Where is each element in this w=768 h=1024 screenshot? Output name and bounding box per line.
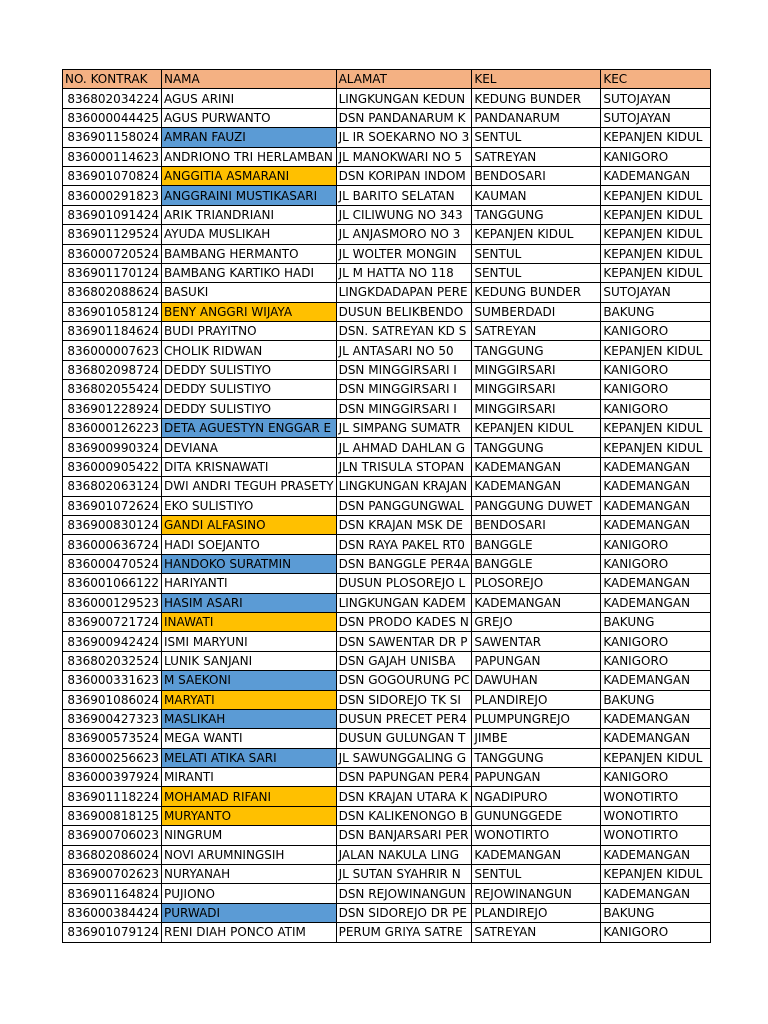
address-cell: DUSUN PRECET PER4 bbox=[336, 709, 472, 728]
kecamatan-cell: WONOTIRTO bbox=[601, 826, 711, 845]
name-cell: EKO SULISTIYO bbox=[162, 496, 337, 515]
kelurahan-cell: NGADIPURO bbox=[472, 787, 601, 806]
contract-number-cell: 836900818125 bbox=[63, 806, 162, 825]
kelurahan-cell: TANGGUNG bbox=[472, 438, 601, 457]
address-cell: DSN SAWENTAR DR P bbox=[336, 632, 472, 651]
contract-number-cell: 836900427323 bbox=[63, 709, 162, 728]
name-cell: DETA AGUESTYN ENGGAR E bbox=[162, 419, 337, 438]
kelurahan-cell: TANGGUNG bbox=[472, 748, 601, 767]
contract-number-cell: 836900830124 bbox=[63, 515, 162, 534]
kecamatan-cell: KEPANJEN KIDUL bbox=[601, 263, 711, 282]
kelurahan-cell: PAPUNGAN bbox=[472, 651, 601, 670]
name-cell: BUDI PRAYITNO bbox=[162, 322, 337, 341]
name-cell: BASUKI bbox=[162, 283, 337, 302]
kelurahan-cell: SENTUL bbox=[472, 244, 601, 263]
contract-number-cell: 836000256623 bbox=[63, 748, 162, 767]
kecamatan-cell: KEPANJEN KIDUL bbox=[601, 865, 711, 884]
table-row bbox=[63, 865, 711, 884]
address-cell: DSN GOGOURUNG PC bbox=[336, 671, 472, 690]
name-cell: AYUDA MUSLIKAH bbox=[162, 225, 337, 244]
name-cell: MIRANTI bbox=[162, 768, 337, 787]
table-row bbox=[63, 244, 711, 263]
column-header-nama: NAMA bbox=[162, 70, 337, 89]
contract-number-cell: 836901086024 bbox=[63, 690, 162, 709]
kelurahan-cell: BANGGLE bbox=[472, 554, 601, 573]
contract-number-cell: 836900702623 bbox=[63, 865, 162, 884]
address-cell: DSN REJOWINANGUN bbox=[336, 884, 472, 903]
contract-number-cell: 836901118224 bbox=[63, 787, 162, 806]
address-cell: JL AHMAD DAHLAN G bbox=[336, 438, 472, 457]
table-row bbox=[63, 768, 711, 787]
name-cell: PURWADI bbox=[162, 903, 337, 922]
kecamatan-cell: KEPANJEN KIDUL bbox=[601, 244, 711, 263]
address-cell: LINGKUNGAN KEDUN bbox=[336, 89, 472, 108]
kelurahan-cell: PLUMPUNGREJO bbox=[472, 709, 601, 728]
kecamatan-cell: KADEMANGAN bbox=[601, 515, 711, 534]
contract-number-cell: 836000044425 bbox=[63, 108, 162, 127]
table-row bbox=[63, 554, 711, 573]
name-cell: DEDDY SULISTIYO bbox=[162, 360, 337, 379]
address-cell: JL MANOKWARI NO 5 bbox=[336, 147, 472, 166]
contract-number-cell: 836000129523 bbox=[63, 593, 162, 612]
kecamatan-cell: KADEMANGAN bbox=[601, 709, 711, 728]
table-row bbox=[63, 128, 711, 147]
kecamatan-cell: KADEMANGAN bbox=[601, 166, 711, 185]
table-row bbox=[63, 787, 711, 806]
table-row bbox=[63, 438, 711, 457]
contract-number-cell: 836000291823 bbox=[63, 186, 162, 205]
name-cell: HANDOKO SURATMIN bbox=[162, 554, 337, 573]
contract-number-cell: 836802086024 bbox=[63, 845, 162, 864]
name-cell: ARIK TRIANDRIANI bbox=[162, 205, 337, 224]
name-cell: MURYANTO bbox=[162, 806, 337, 825]
name-cell: MELATI ATIKA SARI bbox=[162, 748, 337, 767]
kecamatan-cell: KEPANJEN KIDUL bbox=[601, 225, 711, 244]
contract-number-cell: 836000636724 bbox=[63, 535, 162, 554]
address-cell: DUSUN GULUNGAN T bbox=[336, 729, 472, 748]
name-cell: MOHAMAD RIFANI bbox=[162, 787, 337, 806]
contract-table bbox=[62, 69, 711, 943]
kelurahan-cell: KEDUNG BUNDER bbox=[472, 89, 601, 108]
contract-number-cell: 836901184624 bbox=[63, 322, 162, 341]
name-cell: INAWATI bbox=[162, 612, 337, 631]
contract-number-cell: 836901158024 bbox=[63, 128, 162, 147]
table-row bbox=[63, 108, 711, 127]
address-cell: JL SUTAN SYAHRIR N bbox=[336, 865, 472, 884]
kecamatan-cell: KADEMANGAN bbox=[601, 671, 711, 690]
address-cell: JL WOLTER MONGIN bbox=[336, 244, 472, 263]
table-row bbox=[63, 651, 711, 670]
table-row bbox=[63, 515, 711, 534]
table-row bbox=[63, 690, 711, 709]
name-cell: NINGRUM bbox=[162, 826, 337, 845]
name-cell: PUJIONO bbox=[162, 884, 337, 903]
kecamatan-cell: KANIGORO bbox=[601, 399, 711, 418]
contract-number-cell: 836802032524 bbox=[63, 651, 162, 670]
address-cell: DSN GAJAH UNISBA bbox=[336, 651, 472, 670]
table-row bbox=[63, 612, 711, 631]
address-cell: DSN KRAJAN MSK DE bbox=[336, 515, 472, 534]
kelurahan-cell: BENDOSARI bbox=[472, 515, 601, 534]
name-cell: DEVIANA bbox=[162, 438, 337, 457]
address-cell: JL ANJASMORO NO 3 bbox=[336, 225, 472, 244]
name-cell: HARIYANTI bbox=[162, 574, 337, 593]
kelurahan-cell: PLANDIREJO bbox=[472, 690, 601, 709]
name-cell: RENI DIAH PONCO ATIM bbox=[162, 923, 337, 942]
kelurahan-cell: SAWENTAR bbox=[472, 632, 601, 651]
kecamatan-cell: KANIGORO bbox=[601, 380, 711, 399]
name-cell: LUNIK SANJANI bbox=[162, 651, 337, 670]
kelurahan-cell: PLANDIREJO bbox=[472, 903, 601, 922]
kecamatan-cell: KEPANJEN KIDUL bbox=[601, 205, 711, 224]
kelurahan-cell: KADEMANGAN bbox=[472, 593, 601, 612]
kecamatan-cell: KANIGORO bbox=[601, 923, 711, 942]
kecamatan-cell: BAKUNG bbox=[601, 903, 711, 922]
kelurahan-cell: PAPUNGAN bbox=[472, 768, 601, 787]
address-cell: DSN SIDOREJO TK SI bbox=[336, 690, 472, 709]
name-cell: AGUS ARINI bbox=[162, 89, 337, 108]
address-cell: DSN PAPUNGAN PER4 bbox=[336, 768, 472, 787]
contract-number-cell: 836802063124 bbox=[63, 477, 162, 496]
kelurahan-cell: MINGGIRSARI bbox=[472, 360, 601, 379]
contract-number-cell: 836900721724 bbox=[63, 612, 162, 631]
name-cell: MARYATI bbox=[162, 690, 337, 709]
contract-number-cell: 836901170124 bbox=[63, 263, 162, 282]
table-row bbox=[63, 903, 711, 922]
table-row bbox=[63, 845, 711, 864]
address-cell: DSN MINGGIRSARI I bbox=[336, 380, 472, 399]
kelurahan-cell: KADEMANGAN bbox=[472, 845, 601, 864]
name-cell: AMRAN FAUZI bbox=[162, 128, 337, 147]
contract-number-cell: 836000397924 bbox=[63, 768, 162, 787]
kelurahan-cell: GREJO bbox=[472, 612, 601, 631]
contract-number-cell: 836000114623 bbox=[63, 147, 162, 166]
table-row bbox=[63, 535, 711, 554]
table-row bbox=[63, 89, 711, 108]
name-cell: HASIM ASARI bbox=[162, 593, 337, 612]
kelurahan-cell: KAUMAN bbox=[472, 186, 601, 205]
contract-number-cell: 836000007623 bbox=[63, 341, 162, 360]
kecamatan-cell: SUTOJAYAN bbox=[601, 108, 711, 127]
kecamatan-cell: WONOTIRTO bbox=[601, 787, 711, 806]
column-header-kec: KEC bbox=[601, 70, 711, 89]
contract-number-cell: 836900706023 bbox=[63, 826, 162, 845]
table-row bbox=[63, 322, 711, 341]
contract-number-cell: 836802034224 bbox=[63, 89, 162, 108]
name-cell: DITA KRISNAWATI bbox=[162, 457, 337, 476]
kelurahan-cell: SENTUL bbox=[472, 263, 601, 282]
contract-number-cell: 836802098724 bbox=[63, 360, 162, 379]
kelurahan-cell: REJOWINANGUN bbox=[472, 884, 601, 903]
kecamatan-cell: KADEMANGAN bbox=[601, 593, 711, 612]
contract-number-cell: 836000470524 bbox=[63, 554, 162, 573]
name-cell: DEDDY SULISTIYO bbox=[162, 380, 337, 399]
address-cell: DSN BANJARSARI PER bbox=[336, 826, 472, 845]
kecamatan-cell: KEPANJEN KIDUL bbox=[601, 748, 711, 767]
kecamatan-cell: KANIGORO bbox=[601, 535, 711, 554]
kelurahan-cell: WONOTIRTO bbox=[472, 826, 601, 845]
table-row bbox=[63, 729, 711, 748]
kelurahan-cell: BANGGLE bbox=[472, 535, 601, 554]
kecamatan-cell: KEPANJEN KIDUL bbox=[601, 419, 711, 438]
kelurahan-cell: SUMBERDADI bbox=[472, 302, 601, 321]
kecamatan-cell: KANIGORO bbox=[601, 147, 711, 166]
table-row bbox=[63, 263, 711, 282]
kecamatan-cell: KEPANJEN KIDUL bbox=[601, 186, 711, 205]
address-cell: DSN SIDOREJO DR PE bbox=[336, 903, 472, 922]
kelurahan-cell: KEPANJEN KIDUL bbox=[472, 225, 601, 244]
kecamatan-cell: KADEMANGAN bbox=[601, 845, 711, 864]
kelurahan-cell: MINGGIRSARI bbox=[472, 399, 601, 418]
table-row bbox=[63, 166, 711, 185]
contract-number-cell: 836000331623 bbox=[63, 671, 162, 690]
contract-number-cell: 836802055424 bbox=[63, 380, 162, 399]
table-row bbox=[63, 419, 711, 438]
table-row bbox=[63, 302, 711, 321]
name-cell: MASLIKAH bbox=[162, 709, 337, 728]
kelurahan-cell: SATREYAN bbox=[472, 147, 601, 166]
kelurahan-cell: KADEMANGAN bbox=[472, 477, 601, 496]
kecamatan-cell: KEPANJEN KIDUL bbox=[601, 128, 711, 147]
name-cell: ISMI MARYUNI bbox=[162, 632, 337, 651]
contract-number-cell: 836901072624 bbox=[63, 496, 162, 515]
table-row bbox=[63, 709, 711, 728]
contract-number-cell: 836901228924 bbox=[63, 399, 162, 418]
column-header-kel: KEL bbox=[472, 70, 601, 89]
table-row bbox=[63, 147, 711, 166]
address-cell: DSN MINGGIRSARI I bbox=[336, 360, 472, 379]
address-cell: DSN BANGGLE PER4A bbox=[336, 554, 472, 573]
table-row bbox=[63, 671, 711, 690]
contract-number-cell: 836000905422 bbox=[63, 457, 162, 476]
contract-number-cell: 836802088624 bbox=[63, 283, 162, 302]
address-cell: JL IR SOEKARNO NO 3 bbox=[336, 128, 472, 147]
address-cell: JL SIMPANG SUMATR bbox=[336, 419, 472, 438]
contract-number-cell: 836000384424 bbox=[63, 903, 162, 922]
table-row bbox=[63, 341, 711, 360]
contract-number-cell: 836000720524 bbox=[63, 244, 162, 263]
kelurahan-cell: TANGGUNG bbox=[472, 341, 601, 360]
address-cell: LINGKUNGAN KADEM bbox=[336, 593, 472, 612]
table-row bbox=[63, 923, 711, 942]
name-cell: ANDRIONO TRI HERLAMBAN bbox=[162, 147, 337, 166]
name-cell: ANGGRAINI MUSTIKASARI bbox=[162, 186, 337, 205]
table-row bbox=[63, 496, 711, 515]
table-row bbox=[63, 205, 711, 224]
address-cell: DSN KRAJAN UTARA K bbox=[336, 787, 472, 806]
header-row bbox=[63, 70, 711, 89]
contract-number-cell: 836900942424 bbox=[63, 632, 162, 651]
kelurahan-cell: BENDOSARI bbox=[472, 166, 601, 185]
name-cell: NURYANAH bbox=[162, 865, 337, 884]
address-cell: JL CILIWUNG NO 343 bbox=[336, 205, 472, 224]
table-row bbox=[63, 186, 711, 205]
kecamatan-cell: KANIGORO bbox=[601, 554, 711, 573]
kelurahan-cell: SATREYAN bbox=[472, 923, 601, 942]
table-row bbox=[63, 399, 711, 418]
address-cell: DSN PANGGUNGWAL bbox=[336, 496, 472, 515]
address-cell: LINGKUNGAN KRAJAN bbox=[336, 477, 472, 496]
column-header-alamat: ALAMAT bbox=[336, 70, 472, 89]
kecamatan-cell: WONOTIRTO bbox=[601, 806, 711, 825]
kecamatan-cell: BAKUNG bbox=[601, 302, 711, 321]
name-cell: MEGA WANTI bbox=[162, 729, 337, 748]
contract-number-cell: 836901070824 bbox=[63, 166, 162, 185]
kecamatan-cell: SUTOJAYAN bbox=[601, 283, 711, 302]
contract-number-cell: 836901079124 bbox=[63, 923, 162, 942]
contract-number-cell: 836001066122 bbox=[63, 574, 162, 593]
table-row bbox=[63, 283, 711, 302]
table-row bbox=[63, 380, 711, 399]
kecamatan-cell: KADEMANGAN bbox=[601, 477, 711, 496]
address-cell: DSN PRODO KADES N bbox=[336, 612, 472, 631]
kecamatan-cell: BAKUNG bbox=[601, 612, 711, 631]
contract-number-cell: 836000126223 bbox=[63, 419, 162, 438]
kecamatan-cell: KANIGORO bbox=[601, 651, 711, 670]
kecamatan-cell: KADEMANGAN bbox=[601, 457, 711, 476]
kecamatan-cell: KANIGORO bbox=[601, 322, 711, 341]
name-cell: HADI SOEJANTO bbox=[162, 535, 337, 554]
kelurahan-cell: SENTUL bbox=[472, 865, 601, 884]
table-row bbox=[63, 574, 711, 593]
address-cell: DSN KORIPAN INDOM bbox=[336, 166, 472, 185]
kecamatan-cell: KANIGORO bbox=[601, 360, 711, 379]
name-cell: NOVI ARUMNINGSIH bbox=[162, 845, 337, 864]
table-header bbox=[63, 70, 711, 89]
name-cell: M SAEKONI bbox=[162, 671, 337, 690]
table-row bbox=[63, 748, 711, 767]
contract-number-cell: 836901058124 bbox=[63, 302, 162, 321]
column-header-no-kontrak: NO. KONTRAK bbox=[63, 70, 162, 89]
table-row bbox=[63, 225, 711, 244]
kecamatan-cell: KEPANJEN KIDUL bbox=[601, 341, 711, 360]
address-cell: PERUM GRIYA SATRE bbox=[336, 923, 472, 942]
contract-number-cell: 836901129524 bbox=[63, 225, 162, 244]
kecamatan-cell: KADEMANGAN bbox=[601, 884, 711, 903]
contract-number-cell: 836901164824 bbox=[63, 884, 162, 903]
kecamatan-cell: KADEMANGAN bbox=[601, 574, 711, 593]
address-cell: DUSUN PLOSOREJO L bbox=[336, 574, 472, 593]
kecamatan-cell: KADEMANGAN bbox=[601, 496, 711, 515]
address-cell: DSN KALIKENONGO B bbox=[336, 806, 472, 825]
address-cell: LINGKDADAPAN PERE bbox=[336, 283, 472, 302]
name-cell: BAMBANG KARTIKO HADI bbox=[162, 263, 337, 282]
table-row bbox=[63, 826, 711, 845]
kecamatan-cell: SUTOJAYAN bbox=[601, 89, 711, 108]
kelurahan-cell: TANGGUNG bbox=[472, 205, 601, 224]
table-row bbox=[63, 806, 711, 825]
kelurahan-cell: SENTUL bbox=[472, 128, 601, 147]
kelurahan-cell: SATREYAN bbox=[472, 322, 601, 341]
kelurahan-cell: PANGGUNG DUWET bbox=[472, 496, 601, 515]
kecamatan-cell: KEPANJEN KIDUL bbox=[601, 438, 711, 457]
name-cell: DEDDY SULISTIYO bbox=[162, 399, 337, 418]
kelurahan-cell: JIMBE bbox=[472, 729, 601, 748]
kelurahan-cell: MINGGIRSARI bbox=[472, 380, 601, 399]
address-cell: JLN TRISULA STOPAN bbox=[336, 457, 472, 476]
table-body bbox=[63, 89, 711, 942]
kecamatan-cell: KANIGORO bbox=[601, 632, 711, 651]
name-cell: BENY ANGGRI WIJAYA bbox=[162, 302, 337, 321]
address-cell: JL BARITO SELATAN bbox=[336, 186, 472, 205]
address-cell: DSN PANDANARUM K bbox=[336, 108, 472, 127]
address-cell: JL ANTASARI NO 50 bbox=[336, 341, 472, 360]
address-cell: DSN RAYA PAKEL RT0 bbox=[336, 535, 472, 554]
address-cell: DSN. SATREYAN KD S bbox=[336, 322, 472, 341]
table-row bbox=[63, 593, 711, 612]
name-cell: GANDI ALFASINO bbox=[162, 515, 337, 534]
contract-number-cell: 836900573524 bbox=[63, 729, 162, 748]
contract-number-cell: 836900990324 bbox=[63, 438, 162, 457]
kelurahan-cell: PLOSOREJO bbox=[472, 574, 601, 593]
address-cell: DUSUN BELIKBENDO bbox=[336, 302, 472, 321]
address-cell: JL SAWUNGGALING G bbox=[336, 748, 472, 767]
name-cell: CHOLIK RIDWAN bbox=[162, 341, 337, 360]
address-cell: JALAN NAKULA LING bbox=[336, 845, 472, 864]
kecamatan-cell: KADEMANGAN bbox=[601, 729, 711, 748]
address-cell: DSN MINGGIRSARI I bbox=[336, 399, 472, 418]
kelurahan-cell: KEDUNG BUNDER bbox=[472, 283, 601, 302]
table-row bbox=[63, 360, 711, 379]
kelurahan-cell: DAWUHAN bbox=[472, 671, 601, 690]
kelurahan-cell: GUNUNGGEDE bbox=[472, 806, 601, 825]
name-cell: BAMBANG HERMANTO bbox=[162, 244, 337, 263]
address-cell: JL M HATTA NO 118 bbox=[336, 263, 472, 282]
kelurahan-cell: KADEMANGAN bbox=[472, 457, 601, 476]
name-cell: ANGGITIA ASMARANI bbox=[162, 166, 337, 185]
name-cell: AGUS PURWANTO bbox=[162, 108, 337, 127]
table-row bbox=[63, 884, 711, 903]
kelurahan-cell: PANDANARUM bbox=[472, 108, 601, 127]
table-row bbox=[63, 457, 711, 476]
table-row bbox=[63, 477, 711, 496]
table-row bbox=[63, 632, 711, 651]
name-cell: DWI ANDRI TEGUH PRASETY bbox=[162, 477, 337, 496]
contract-number-cell: 836901091424 bbox=[63, 205, 162, 224]
kecamatan-cell: KANIGORO bbox=[601, 768, 711, 787]
kelurahan-cell: KEPANJEN KIDUL bbox=[472, 419, 601, 438]
kecamatan-cell: BAKUNG bbox=[601, 690, 711, 709]
